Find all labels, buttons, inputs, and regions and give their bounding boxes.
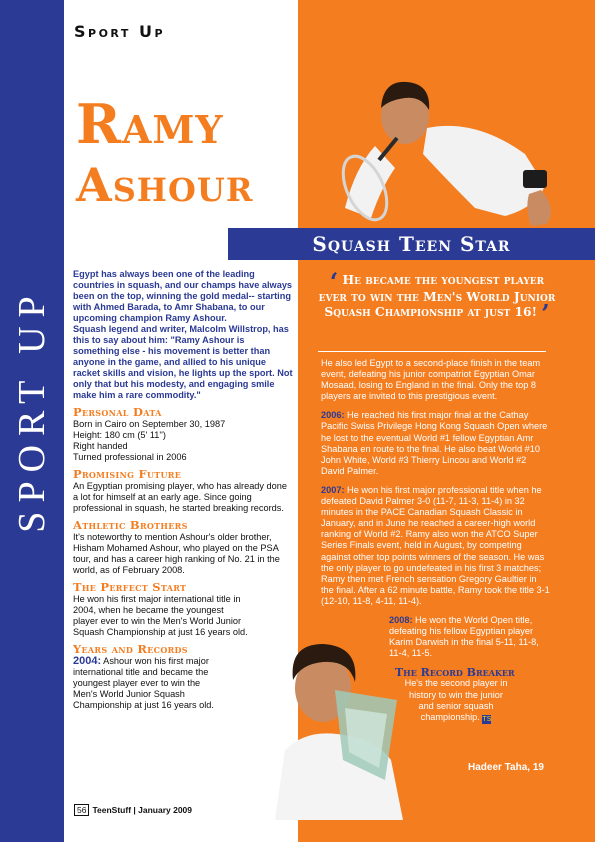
side-title: SPORT UP [11,287,53,533]
text-2006: He reached his first major final at the Cathay Pacific Swiss Privilege Hong Kong Squash Open where he lost to the eventual World #1 fellow Egyptian Amr Shabana en route to the final. He also beat World #10 John White, World #3 Thierry Lincou and World #2 David Palmer. [321,410,548,476]
intro [73,269,293,401]
page-number: 56 [74,804,89,816]
paragraph-2007 [321,485,551,607]
heading-promising-future: Promising Future [73,467,182,481]
heading-years-records: Years and Records [73,642,188,656]
promising-future-text: An Egyptian promising player, who has already done a lot for himself at an early age. Since going professional in squash, he started breaking records. [73,481,287,513]
year-2007: 2007: [321,484,345,495]
player-photo-bottom [265,630,410,820]
quote-open-mark: ‘ [329,267,339,296]
text-2007: He won his first major professional title when he defeated David Palmer 3-0 (11-7, 11-3, 11-4) in 32 minutes in the PACE Canadian Squash Classic in January, and in June he reached a career-high world ranking of World #2. Ramy also won the ATCO Super Series Finals event, held in August, by competing against other top points winners of the season. He was the only player to go undefeated in his first 3 matches; Ramy then met French sensation Gregory Gaultier in the final. After a 62 minute battle, Ramy took the title 3-1 (12-10, 11-8, 4-11, 11-4). [321,484,550,606]
year-2006: 2006: [321,410,345,421]
paragraph-2006 [321,410,551,477]
title-last-name: Ashour [76,158,254,212]
athletic-brothers-text: It's noteworthy to mention Ashour's older brother, Hisham Mohamed Ashour, who played on the PSA tour, and has a career high ranking of No. 21 in the world, as of February 2008. [73,532,280,575]
banner: Squash Teen Star [228,228,595,260]
year-2008: 2008: [389,614,413,625]
title-first-name: Ramy [76,92,224,156]
footer-text: TeenStuff | January 2009 [92,805,193,815]
record-breaker-text [401,678,511,723]
personal-line: Born in Cairo on September 30, 1987 [73,419,226,429]
heading-personal-data: Personal Data [73,405,162,419]
heading-record-breaker: The Record Breaker [395,666,515,680]
record-breaker-body: He's the second player in history to win the junior and senior squash championship. [404,678,508,722]
section-label: Sport Up [74,22,166,41]
personal-line: Height: 180 cm (5' 11'') [73,430,166,440]
side-bar [0,0,64,842]
quote-text: He became the youngest player ever to win the Men's World Junior Squash Championship at just 16! [318,272,556,319]
author-credit: Hadeer Taha, 19 [468,762,544,773]
left-column [73,269,293,711]
perfect-start-text: He won his first major international title in 2004, when he became the youngest player ever to win the Men's World Junior Squash Championship at just 16 years old. [73,594,248,637]
personal-line: Turned professional in 2006 [73,452,187,462]
quote-divider [318,351,546,352]
pull-quote [318,267,556,328]
records-text [73,656,223,711]
paragraph-2008 [389,615,551,659]
quote-close-mark: ’ [541,299,550,328]
intro-paragraph-2: Squash legend and writer, Malcolm Willstrop, has this to say about him: "Ramy Ashour is something else - his movement is better than anyone in the game, and allied to his unique racket skills and vision, he lights up the sport. Not only that but his modesty, and engaging smile make him a rare commodity." [73,324,293,400]
footer [74,804,192,816]
intro-paragraph-1: Egypt has always been one of the leading countries in squash, and our champs have always been on the top, winning the gold medal-- starting with Ahmed Barada, to Amr Shabana, to our upcoming champion Ramy Ashour. [73,269,293,323]
player-photo-top [335,58,563,228]
heading-athletic-brothers: Athletic Brothers [73,518,188,532]
heading-perfect-start: The Perfect Start [73,580,187,594]
text-2008: He won the World Open title, defeating his fellow Egyptian player Karim Darwish in the final 5-11, 11-8, 11-4, 11-5. [389,614,539,659]
records-body: Ashour won his first major international title and became the youngest player ever to win the Men's World Junior Squash Championship at just 16 years old. [73,656,214,710]
records-year: 2004: [73,655,102,667]
personal-line: Right handed [73,441,128,451]
end-mark-icon: TS [482,715,492,723]
right-paragraph-1: He also led Egypt to a second-place finish in the team event, defeating his junior compatriot Egyptian Omar Mosaad, losing to England in the final. Only the top 8 players are invited to this prestigious event. [321,358,541,402]
